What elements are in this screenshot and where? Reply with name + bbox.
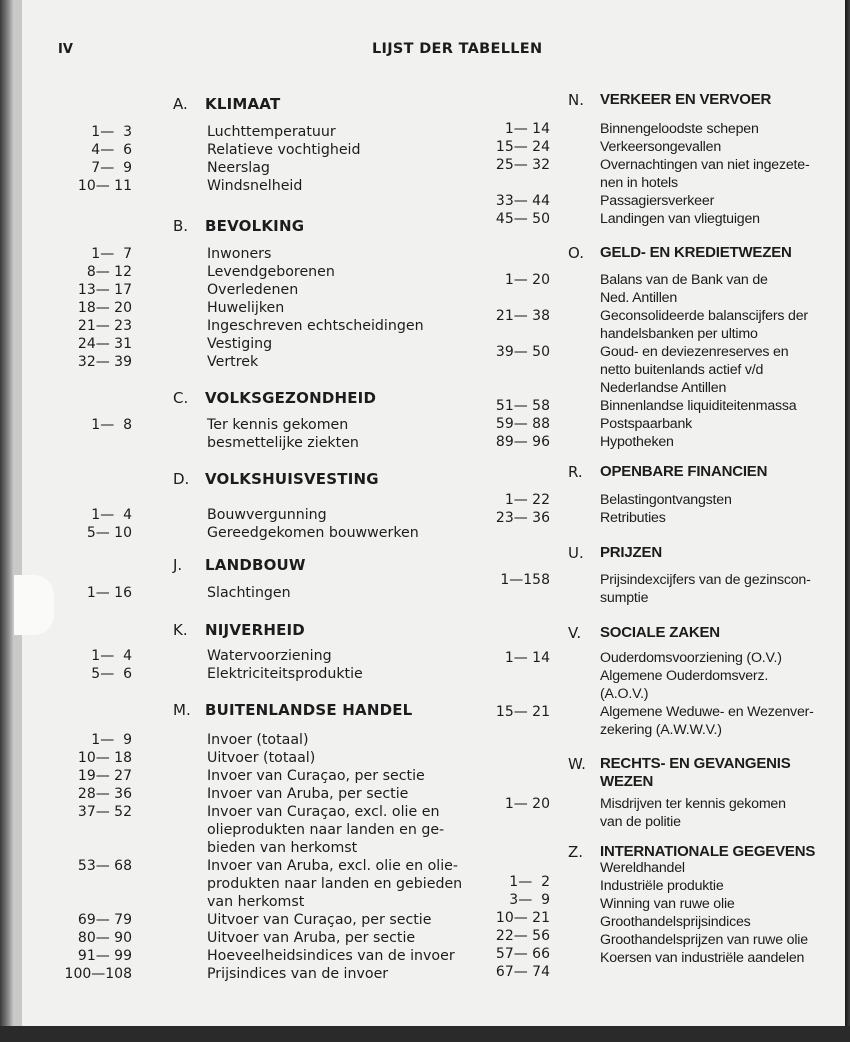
- section-letter: O.: [568, 244, 584, 262]
- section-title: KLIMAAT: [205, 95, 281, 113]
- section-letter: V.: [568, 624, 582, 642]
- table-description: [207, 647, 332, 665]
- table-number-range: 1—158: [500, 572, 550, 588]
- section-letter: R.: [568, 463, 583, 481]
- table-number-range: 8— 12: [86, 264, 132, 280]
- description-line: Prijsindexcijfers van de gezinscon-: [600, 572, 811, 588]
- description-line: Uitvoer van Aruba, per sectie: [207, 930, 416, 946]
- table-description: [600, 949, 804, 967]
- table-description: [600, 703, 814, 739]
- section-heading: [0, 90, 845, 110]
- table-number-range: 89— 96: [495, 434, 550, 450]
- description-line: Verkeersongevallen: [600, 139, 722, 155]
- table-description: [600, 307, 808, 343]
- section-letter: M.: [173, 701, 191, 719]
- description-line: Belastingontvangsten: [600, 492, 732, 508]
- description-line: Retributies: [600, 510, 666, 526]
- description-line: Misdrijven ter kennis gekomen: [600, 796, 786, 812]
- table-number-range: 67— 74: [495, 964, 550, 980]
- table-description: [207, 159, 270, 177]
- table-description: [207, 785, 408, 803]
- table-number-range: 5— 6: [91, 666, 132, 682]
- table-number-range: 22— 56: [495, 928, 550, 944]
- paper-tab: [14, 575, 54, 635]
- section-letter: N.: [568, 91, 584, 109]
- description-line: Relatieve vochtigheid: [207, 142, 361, 158]
- description-line: Industriële produktie: [600, 878, 724, 894]
- description-line: Passagiersverkeer: [600, 193, 715, 209]
- table-number-range: 1— 20: [504, 796, 550, 812]
- description-line: Balans van de Bank van de: [600, 272, 768, 288]
- description-line: Invoer van Curaçao, excl. olie en: [207, 804, 440, 820]
- table-description: [600, 433, 674, 451]
- description-line: Binnenlandse liquiditeitenmassa: [600, 398, 797, 414]
- description-line: sumptie: [600, 590, 649, 606]
- description-line: Wereldhandel: [600, 860, 685, 876]
- description-line: besmettelijke ziekten: [207, 435, 359, 451]
- description-line: Gereedgekomen bouwwerken: [207, 525, 419, 541]
- page-number: IV: [58, 42, 73, 57]
- table-description: [207, 335, 272, 353]
- description-line: Huwelijken: [207, 300, 285, 316]
- table-description: [600, 397, 797, 415]
- description-line: Ter kennis gekomen: [207, 417, 349, 433]
- table-number-range: 100—108: [64, 966, 132, 982]
- table-number-range: 25— 32: [495, 157, 550, 173]
- table-number-range: 15— 21: [495, 704, 550, 720]
- table-description: [207, 299, 284, 317]
- section-heading: [0, 462, 845, 482]
- section-letter: A.: [173, 95, 188, 113]
- description-line: Invoer van Aruba, per sectie: [207, 786, 409, 802]
- description-line: Neerslag: [207, 160, 270, 176]
- section-title: LANDBOUW: [205, 556, 306, 574]
- description-line: Vertrek: [207, 354, 259, 370]
- table-description: [600, 571, 811, 607]
- section-title: OPENBARE FINANCIEN: [600, 463, 768, 480]
- table-description: [207, 177, 302, 195]
- description-line: Ned. Antillen: [600, 290, 678, 306]
- description-line: Postspaarbank: [600, 416, 693, 432]
- table-description: [600, 491, 732, 509]
- description-line: Groothandelsprijzen van ruwe olie: [600, 932, 808, 948]
- table-description: [600, 120, 759, 138]
- table-description: [207, 353, 258, 371]
- table-number-range: 1— 2: [509, 874, 550, 890]
- table-description: [207, 911, 431, 929]
- section-letter: Z.: [568, 843, 584, 861]
- description-line: Overnachtingen van niet ingezete-: [600, 157, 810, 173]
- description-line: Inwoners: [207, 246, 272, 262]
- table-number-range: 59— 88: [495, 416, 550, 432]
- description-line: Koersen van industriële aandelen: [600, 950, 805, 966]
- next-page-edge: [845, 0, 850, 1042]
- scan-bottom-edge: [0, 1026, 850, 1042]
- section-title: BUITENLANDSE HANDEL: [205, 701, 413, 719]
- table-description: [207, 263, 335, 281]
- table-number-range: 21— 23: [77, 318, 132, 334]
- section-letter: J.: [173, 556, 183, 574]
- description-line: zekering (A.W.W.V.): [600, 722, 722, 738]
- description-line: Windsnelheid: [207, 178, 303, 194]
- table-number-range: 51— 58: [495, 398, 550, 414]
- table-description: [600, 271, 768, 307]
- section-letter: C.: [173, 389, 189, 407]
- table-number-range: 15— 24: [495, 139, 550, 155]
- table-number-range: 19— 27: [77, 768, 132, 784]
- table-description: [600, 931, 808, 949]
- table-description: [207, 731, 309, 749]
- table-description: [600, 509, 666, 527]
- table-number-range: 69— 79: [77, 912, 132, 928]
- page-gutter: [14, 0, 22, 1042]
- table-number-range: 1— 14: [504, 121, 550, 137]
- section-letter: K.: [173, 621, 188, 639]
- section-heading: [0, 623, 845, 643]
- section-letter: W.: [568, 755, 586, 773]
- table-number-range: 18— 20: [77, 300, 132, 316]
- table-number-range: 32— 39: [77, 354, 132, 370]
- table-number-range: 33— 44: [495, 193, 550, 209]
- table-number-range: 1— 7: [91, 246, 132, 262]
- table-description: [600, 877, 724, 895]
- section-title: GELD- EN KREDIETWEZEN: [600, 244, 792, 261]
- description-line: Groothandelsprijsindices: [600, 914, 751, 930]
- table-description: [207, 929, 415, 947]
- table-number-range: 4— 6: [91, 142, 132, 158]
- table-description: [600, 156, 810, 192]
- section-title: PRIJZEN: [600, 544, 662, 561]
- description-line: bieden van herkomst: [207, 840, 358, 856]
- section-heading: [0, 842, 845, 862]
- description-line: van herkomst: [207, 894, 305, 910]
- section-title: INTERNATIONALE GEGEVENS: [600, 843, 816, 860]
- section-title: BEVOLKING: [205, 217, 305, 235]
- table-description: [207, 584, 291, 602]
- description-line: Uitvoer (totaal): [207, 750, 316, 766]
- table-number-range: 57— 66: [495, 946, 550, 962]
- table-description: [207, 857, 462, 911]
- table-number-range: 1— 3: [91, 124, 132, 140]
- description-line: Slachtingen: [207, 585, 291, 601]
- table-number-range: 7— 9: [91, 160, 132, 176]
- section-title: VERKEER EN VERVOER: [600, 91, 772, 108]
- description-line: Geconsolideerde balanscijfers der: [600, 308, 808, 324]
- description-line: Invoer van Curaçao, per sectie: [207, 768, 425, 784]
- description-line: Invoer (totaal): [207, 732, 309, 748]
- description-line: Winning van ruwe olie: [600, 896, 735, 912]
- section-title: VOLKSGEZONDHEID: [205, 389, 377, 407]
- description-line: Levendgeborenen: [207, 264, 335, 280]
- description-line: netto buitenlands actief v/d: [600, 362, 764, 378]
- description-line: Binnengeloodste schepen: [600, 121, 759, 137]
- description-line: Invoer van Aruba, excl. olie en olie-: [207, 858, 458, 874]
- table-number-range: 1— 4: [91, 507, 132, 523]
- table-description: [600, 667, 768, 703]
- section-title: SOCIALE ZAKEN: [600, 624, 720, 641]
- table-number-range: 3— 9: [509, 892, 550, 908]
- description-line: Algemene Weduwe- en Wezenver-: [600, 704, 814, 720]
- table-description: [600, 895, 735, 913]
- section-title: NIJVERHEID: [205, 621, 305, 639]
- description-line: Ouderdomsvoorziening (O.V.): [600, 650, 782, 666]
- table-number-range: 1— 8: [91, 417, 132, 433]
- description-line: Vestiging: [207, 336, 273, 352]
- description-line: (A.O.V.): [600, 686, 649, 702]
- description-line: handelsbanken per ultimo: [600, 326, 758, 342]
- description-line: Goud- en deviezenreserves en: [600, 344, 789, 360]
- table-description: [600, 415, 692, 433]
- table-description: [207, 317, 424, 335]
- table-number-range: 10— 18: [77, 750, 132, 766]
- page-title: LIJST DER TABELLEN: [372, 41, 543, 57]
- table-description: [207, 947, 455, 965]
- table-description: [207, 141, 361, 159]
- section-heading: [0, 243, 845, 263]
- table-number-range: 53— 68: [77, 858, 132, 874]
- description-line: Hypotheken: [600, 434, 674, 450]
- table-number-range: 10— 21: [495, 910, 550, 926]
- table-description: [600, 192, 714, 210]
- section-letter: B.: [173, 217, 189, 235]
- table-number-range: 37— 52: [77, 804, 132, 820]
- section-title: VOLKSHUISVESTING: [205, 470, 379, 488]
- table-number-range: 13— 17: [77, 282, 132, 298]
- book-binding: [0, 0, 14, 1042]
- table-description: [600, 138, 721, 156]
- table-number-range: 45— 50: [495, 211, 550, 227]
- description-line: Uitvoer van Curaçao, per sectie: [207, 912, 432, 928]
- table-number-range: 1— 14: [504, 650, 550, 666]
- description-line: Overledenen: [207, 282, 299, 298]
- table-description: [207, 416, 359, 452]
- table-description: [600, 343, 788, 397]
- description-line: Bouwvergunning: [207, 507, 327, 523]
- description-line: Prijsindices van de invoer: [207, 966, 389, 982]
- table-description: [207, 123, 336, 141]
- description-line: Nederlandse Antillen: [600, 380, 727, 396]
- table-number-range: 24— 31: [77, 336, 132, 352]
- table-description: [600, 795, 786, 831]
- table-number-range: 1— 22: [504, 492, 550, 508]
- table-description: [600, 913, 751, 931]
- table-description: [207, 965, 388, 983]
- description-line: Algemene Ouderdomsverz.: [600, 668, 769, 684]
- description-line: nen in hotels: [600, 175, 678, 191]
- description-line: Ingeschreven echtscheidingen: [207, 318, 424, 334]
- table-number-range: 28— 36: [77, 786, 132, 802]
- table-description: [207, 524, 419, 542]
- table-number-range: 80— 90: [77, 930, 132, 946]
- table-number-range: 91— 99: [77, 948, 132, 964]
- section-heading: [0, 543, 845, 563]
- table-description: [207, 665, 363, 683]
- table-description: [207, 281, 298, 299]
- description-line: van de politie: [600, 814, 681, 830]
- table-number-range: 5— 10: [86, 525, 132, 541]
- table-number-range: 1— 20: [504, 272, 550, 288]
- table-description: [600, 210, 760, 228]
- description-line: Luchttemperatuur: [207, 124, 336, 140]
- section-letter: D.: [173, 470, 190, 488]
- table-number-range: 1— 9: [91, 732, 132, 748]
- table-description: [600, 649, 782, 667]
- description-line: produkten naar landen en gebieden: [207, 876, 463, 892]
- table-description: [207, 506, 327, 524]
- table-number-range: 1— 16: [86, 585, 132, 601]
- table-number-range: 1— 4: [91, 648, 132, 664]
- table-description: [600, 859, 685, 877]
- table-number-range: 39— 50: [495, 344, 550, 360]
- table-number-range: 23— 36: [495, 510, 550, 526]
- table-number-range: 21— 38: [495, 308, 550, 324]
- description-line: Elektriciteitsproduktie: [207, 666, 363, 682]
- description-line: Hoeveelheidsindices van de invoer: [207, 948, 455, 964]
- description-line: Watervoorziening: [207, 648, 332, 664]
- section-title-continued: WEZEN: [600, 773, 654, 790]
- section-letter: U.: [568, 544, 584, 562]
- description-line: Landingen van vliegtuigen: [600, 211, 760, 227]
- table-number-range: 10— 11: [77, 178, 132, 194]
- section-title: RECHTS- EN GEVANGENIS: [600, 755, 791, 772]
- description-line: olieprodukten naar landen en ge-: [207, 822, 445, 838]
